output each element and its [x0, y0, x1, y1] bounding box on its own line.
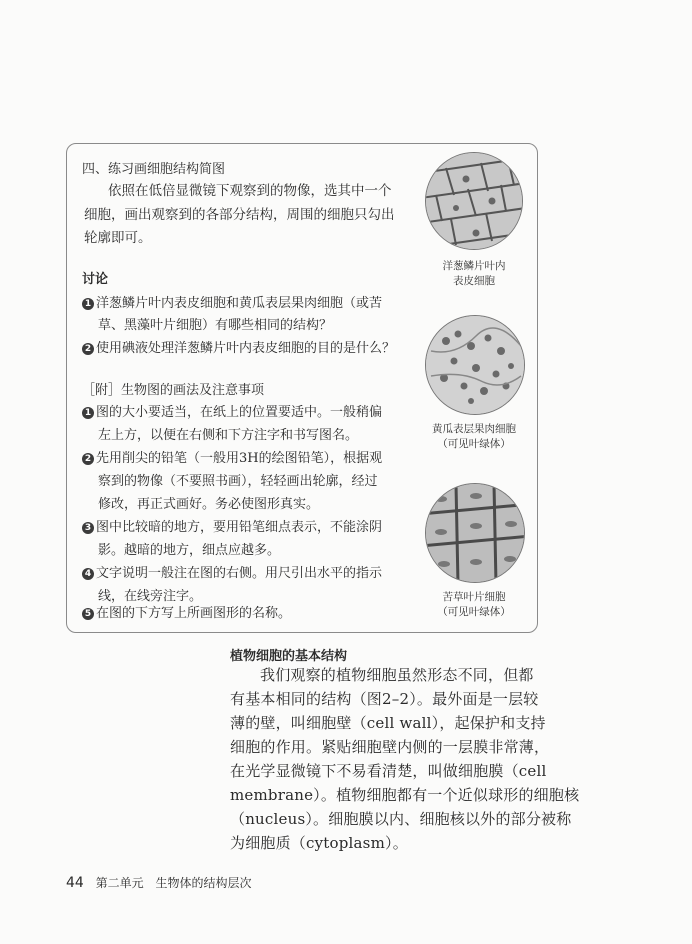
caption-line: （可见叶绿体） — [437, 606, 511, 618]
intro-line: 轮廓即可。 — [84, 230, 152, 246]
body-line: 细胞的作用。紧贴细胞壁内侧的一层膜非常薄， — [230, 738, 550, 756]
discussion-item-text: 使用碘液处理洋葱鳞片叶内表皮细胞的目的是什么？ — [96, 341, 396, 356]
body-line: 有基本相同的结构（图2–2）。最外面是一层较 — [230, 690, 539, 708]
page-number: 44 — [66, 875, 84, 891]
item-number-badge: 2 — [82, 343, 94, 355]
appendix-item-text: 察到的物像（不要照书画），轻轻画出轮廓，经过 — [98, 474, 378, 489]
body-line: membrane）。植物细胞都有一个近似球形的细胞核 — [230, 786, 580, 804]
body-line: 薄的壁，叫细胞壁（cell wall），起保护和支持 — [230, 714, 546, 732]
body-line: 为细胞质（cytoplasm）。 — [230, 834, 408, 852]
appendix-item-text: 文字说明一般注在图的右侧。用尺引出水平的指示 — [96, 566, 383, 581]
section-title: 四、练习画细胞结构简图 — [82, 162, 226, 177]
eelgrass-leaf-micrograph — [425, 483, 525, 583]
body-line: （nucleus）。细胞膜以内、细胞核以外的部分被称 — [230, 810, 572, 828]
body-line: 在光学显微镜下不易看清楚，叫做细胞膜（cell — [230, 762, 547, 780]
discussion-title: 讨论 — [82, 272, 109, 287]
item-number-badge: 5 — [82, 608, 94, 620]
chapter-label: 生物体的结构层次 — [155, 876, 252, 890]
discussion-item-text: 洋葱鳞片叶内表皮细胞和黄瓜表层果肉细胞（或苦 — [96, 296, 383, 311]
micrograph-caption — [426, 590, 522, 620]
item-number-badge: 2 — [82, 453, 94, 465]
item-number-badge: 1 — [82, 407, 94, 419]
caption-line: 黄瓜表层果肉细胞 — [432, 423, 516, 435]
intro-line: 依照在低倍显微镜下观察到的物像，选其中一个 — [108, 183, 392, 199]
appendix-item — [82, 406, 382, 419]
intro-line: 细胞，画出观察到的各部分结构，周围的细胞只勾出 — [84, 207, 395, 223]
appendix-item-text: 图的大小要适当，在纸上的位置要适中。一般稍偏 — [96, 405, 383, 420]
appendix-item-text: 先用削尖的铅笔（一般用3H的绘图铅笔），根据观 — [96, 451, 383, 466]
appendix-item-text: 在图的下方写上所画图形的名称。 — [96, 606, 292, 621]
cucumber-flesh-micrograph — [425, 315, 525, 415]
appendix-title: ［附］生物图的画法及注意事项 — [82, 383, 265, 398]
micrograph-caption — [426, 422, 522, 452]
caption-line: 苦草叶片细胞 — [442, 591, 506, 603]
micrograph-caption — [431, 259, 517, 289]
appendix-item-text: 修改，再正式画好。务必使图形真实。 — [98, 497, 320, 512]
discussion-item — [82, 297, 382, 310]
appendix-item-text: 影。越暗的地方，细点应越多。 — [98, 543, 281, 558]
section-subtitle: 植物细胞的基本结构 — [230, 649, 348, 664]
page-footer — [66, 874, 252, 891]
caption-line: 洋葱鳞片叶内 — [442, 260, 506, 272]
discussion-item-text: 草、黑藻叶片细胞）有哪些相同的结构？ — [98, 318, 333, 333]
unit-label: 第二单元 — [95, 876, 144, 890]
discussion-item — [82, 342, 395, 355]
item-number-badge: 3 — [82, 522, 94, 534]
caption-line: 表皮细胞 — [453, 275, 495, 287]
appendix-item — [82, 521, 382, 534]
appendix-item — [82, 452, 382, 465]
item-number-badge: 4 — [82, 568, 94, 580]
appendix-item-text: 线，在线旁注字。 — [98, 589, 203, 604]
body-line: 我们观察的植物细胞虽然形态不同，但都 — [260, 666, 534, 684]
caption-line: （可见叶绿体） — [437, 438, 511, 450]
appendix-item-text: 图中比较暗的地方，要用铅笔细点表示，不能涂阴 — [96, 520, 383, 535]
appendix-item — [82, 567, 382, 580]
item-number-badge: 1 — [82, 298, 94, 310]
onion-epidermis-micrograph — [425, 152, 523, 250]
appendix-item — [82, 607, 291, 620]
appendix-item-text: 左上方，以便在右侧和下方注字和书写图名。 — [98, 428, 359, 443]
